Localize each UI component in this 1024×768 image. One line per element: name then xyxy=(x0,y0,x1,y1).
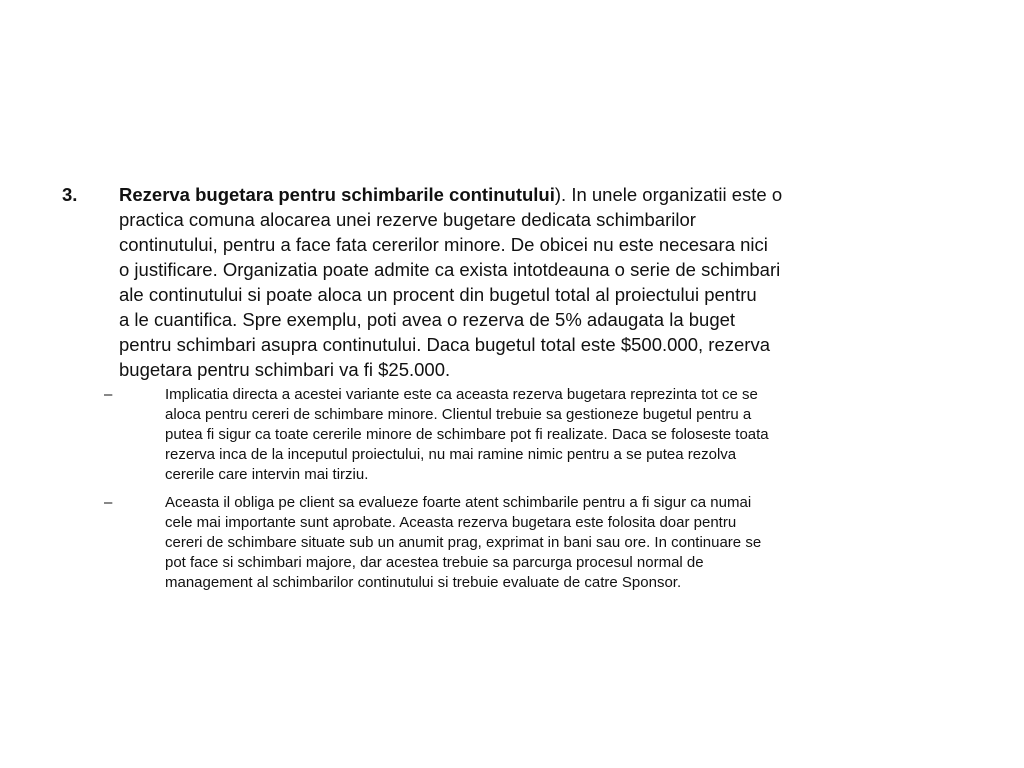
text-line: cereri de schimbare situate sub un anumit prag, exprimat in bani sau ore. In continuare se xyxy=(165,534,762,551)
text-line: Aceasta il obliga pe client sa evalueze foarte atent schimbarile pentru a fi sigur ca numai xyxy=(165,494,752,511)
text-line: pentru schimbari asupra continutului. Daca bugetul total este $500.000, rezerva xyxy=(119,334,770,355)
sub-bullet-text xyxy=(165,385,962,485)
text-line-continuation: ). In unele organizatii este o xyxy=(554,184,783,205)
text-line xyxy=(119,182,962,207)
text-line: ale continutului si poate aloca un procent din bugetul total al proiectului pentru xyxy=(119,284,757,305)
text-line: rezerva inca de la inceputul proiectului, nu mai ramine nimic pentru a se putea rezolva xyxy=(165,446,737,463)
text-line: a le cuantifica. Spre exemplu, poti avea o rezerva de 5% adaugata la buget xyxy=(119,309,736,330)
text-line: cererile care intervin mai tirziu. xyxy=(165,466,369,483)
text-line: putea fi sigur ca toate cererile minore de schimbare pot fi realizate. Daca se foloseste toata xyxy=(165,426,769,443)
text-line: cele mai importante sunt aprobate. Aceasta rezerva bugetara este folosita doar pentru xyxy=(165,514,737,531)
text-line: aloca pentru cereri de schimbare minore. Clientul trebuie sa gestioneze bugetul pentru a xyxy=(165,406,752,423)
item-number: 3. xyxy=(62,184,78,205)
text-line: o justificare. Organizatia poate admite ca exista intotdeauna o serie de schimbari xyxy=(119,259,781,280)
text-line: Implicatia directa a acestei variante este ca aceasta rezerva bugetara reprezinta tot ce se xyxy=(165,386,758,403)
dash-bullet: – xyxy=(104,386,113,403)
text-line: pot face si schimbari majore, dar acestea trebuie sa parcurga procesul normal de xyxy=(165,554,704,571)
dash-bullet: – xyxy=(104,494,113,511)
text-line: bugetara pentru schimbari va fi $25.000. xyxy=(119,359,451,380)
paragraph-heading: Rezerva bugetara pentru schimbarile continutului xyxy=(119,184,555,205)
text-line: practica comuna alocarea unei rezerve bugetare dedicata schimbarilor xyxy=(119,209,696,230)
paragraph-text xyxy=(119,182,962,382)
text-line: management al schimbarilor continutului si trebuie evaluate de catre Sponsor. xyxy=(165,574,682,591)
sub-bullet-text xyxy=(165,493,962,593)
text-line: continutului, pentru a face fata cererilor minore. De obicei nu este necesara nici xyxy=(119,234,768,255)
